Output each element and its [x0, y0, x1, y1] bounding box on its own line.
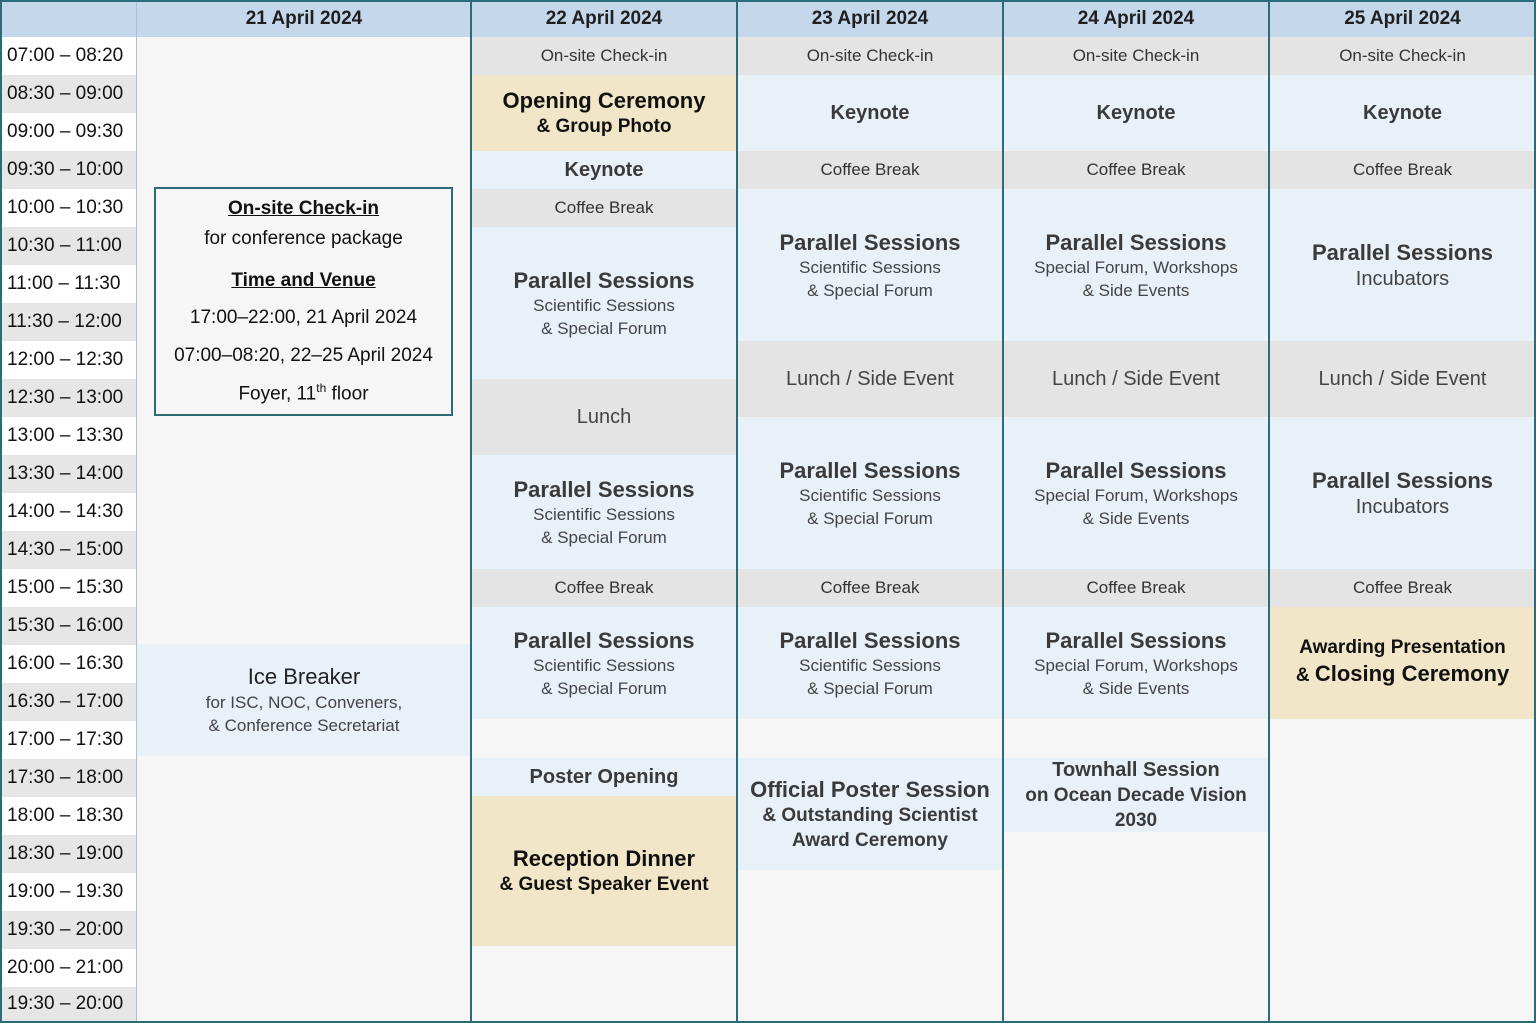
divider: [0, 0, 2, 1023]
parallel-sessions-line1: Incubators: [1355, 495, 1450, 518]
divider: [736, 0, 738, 1023]
parallel-sessions-line1: Scientific Sessions: [533, 504, 675, 524]
day3-coffee-break-2: [737, 569, 1003, 607]
closing-ceremony-line: [1296, 660, 1509, 691]
day2-checkin-label: On-site Check-in: [540, 46, 668, 65]
time-slot: 10:30 – 11:00: [0, 227, 137, 265]
ice-breaker-block: [137, 644, 471, 756]
opening-ceremony-block: [471, 75, 737, 151]
checkin-time-1: 17:00–22:00, 21 April 2024: [189, 307, 418, 328]
poster-session-line1: & Outstanding Scientist: [762, 804, 978, 826]
poster-opening-block: [471, 758, 737, 796]
parallel-sessions-line2: & Special Forum: [541, 318, 667, 338]
coffee-break-label: Coffee Break: [1353, 578, 1452, 597]
venue-floor: floor: [326, 383, 369, 405]
day2-parallel-sessions-2: [471, 455, 737, 569]
time-slot: 13:30 – 14:00: [0, 455, 137, 493]
parallel-sessions-line2: & Side Events: [1082, 280, 1190, 300]
reception-dinner-title: Reception Dinner: [512, 846, 696, 871]
day4-parallel-sessions-2: [1003, 417, 1269, 569]
day4-coffee-break-1: [1003, 151, 1269, 189]
day3-keynote-block: [737, 75, 1003, 151]
day4-keynote-block: [1003, 75, 1269, 151]
day4-keynote-label: Keynote: [1096, 101, 1176, 124]
time-slot: 18:30 – 19:00: [0, 835, 137, 873]
time-slot: 19:00 – 19:30: [0, 873, 137, 911]
lunch-label: Lunch / Side Event: [1318, 368, 1487, 390]
checkin-time-2: 07:00–08:20, 22–25 April 2024: [174, 345, 433, 366]
time-slot: 10:00 – 10:30: [0, 189, 137, 227]
time-slot: 08:30 – 09:00: [0, 75, 137, 113]
time-slot: 17:00 – 17:30: [0, 721, 137, 759]
venue-text: Foyer, 11: [238, 383, 317, 405]
reception-dinner-subtitle: & Guest Speaker Event: [499, 874, 709, 895]
day2-coffee-break-2: [471, 569, 737, 607]
checkin-subtitle: for conference package: [204, 228, 403, 249]
ice-breaker-title: Ice Breaker: [247, 664, 361, 689]
townhall-line2: on Ocean Decade Vision: [1025, 784, 1247, 806]
closing-ampersand: &: [1295, 665, 1315, 686]
day5-parallel-sessions-1: [1269, 189, 1536, 341]
parallel-sessions-title: Parallel Sessions: [779, 457, 961, 483]
divider: [136, 0, 137, 1023]
day4-checkin-label: On-site Check-in: [1072, 46, 1200, 65]
parallel-sessions-line1: Special Forum, Workshops: [1034, 655, 1238, 675]
parallel-sessions-line2: & Special Forum: [807, 508, 933, 528]
coffee-break-label: Coffee Break: [1086, 160, 1186, 179]
time-slot: 14:30 – 15:00: [0, 531, 137, 569]
day4-parallel-sessions-3: [1003, 607, 1269, 719]
checkin-title: On-site Check-in: [228, 198, 379, 219]
day5-keynote-block: [1269, 75, 1536, 151]
day-header-23-april: 23 April 2024: [737, 0, 1003, 37]
day3-checkin-label: On-site Check-in: [806, 46, 934, 65]
divider: [1268, 0, 1270, 1023]
opening-ceremony-title: Opening Ceremony: [502, 88, 706, 113]
day1-column: [137, 37, 471, 1023]
day3-parallel-sessions-1: [737, 189, 1003, 341]
townhall-session-block: [1003, 758, 1269, 832]
day-header-25-april: 25 April 2024: [1269, 0, 1536, 37]
time-slot: 09:00 – 09:30: [0, 113, 137, 151]
poster-session-title: Official Poster Session: [750, 776, 990, 802]
reception-dinner-block: [471, 796, 737, 946]
day5-parallel-sessions-2: [1269, 417, 1536, 569]
day2-keynote-label: Keynote: [564, 158, 644, 181]
parallel-sessions-line1: Scientific Sessions: [799, 485, 941, 505]
header-corner: [0, 0, 137, 37]
townhall-line1: Townhall Session: [1052, 758, 1220, 781]
parallel-sessions-line2: & Side Events: [1082, 678, 1190, 698]
poster-opening-label: Poster Opening: [529, 765, 679, 788]
checkin-venue: [238, 375, 368, 407]
awarding-presentation-label: Awarding Presentation: [1299, 637, 1506, 658]
time-slot: 17:30 – 18:00: [0, 759, 137, 797]
parallel-sessions-title: Parallel Sessions: [779, 627, 961, 653]
venue-superscript: th: [316, 381, 327, 395]
coffee-break-label: Coffee Break: [1086, 578, 1186, 597]
parallel-sessions-line2: & Special Forum: [807, 678, 933, 698]
ice-breaker-line2: & Conference Secretariat: [208, 716, 400, 735]
coffee-break-label: Coffee Break: [554, 578, 654, 597]
day-header-21-april: 21 April 2024: [137, 0, 471, 37]
parallel-sessions-line2: & Special Forum: [541, 678, 667, 698]
parallel-sessions-title: Parallel Sessions: [1312, 239, 1493, 265]
parallel-sessions-line2: & Special Forum: [541, 527, 667, 547]
parallel-sessions-title: Parallel Sessions: [513, 267, 695, 293]
poster-session-line2: Award Ceremony: [792, 829, 948, 851]
divider: [470, 0, 472, 1023]
day2-lunch-block: [471, 379, 737, 455]
time-slot: 12:30 – 13:00: [0, 379, 137, 417]
parallel-sessions-line1: Incubators: [1355, 267, 1450, 290]
parallel-sessions-title: Parallel Sessions: [1312, 467, 1493, 493]
time-slot: 15:30 – 16:00: [0, 607, 137, 645]
time-slot: 16:00 – 16:30: [0, 645, 137, 683]
parallel-sessions-title: Parallel Sessions: [513, 627, 695, 653]
opening-ceremony-subtitle: & Group Photo: [536, 116, 672, 137]
time-slot: 11:30 – 12:00: [0, 303, 137, 341]
day2-keynote-block: [471, 151, 737, 189]
time-venue-heading: Time and Venue: [231, 270, 376, 291]
parallel-sessions-line1: Special Forum, Workshops: [1034, 485, 1238, 505]
townhall-line3: 2030: [1114, 809, 1158, 831]
parallel-sessions-title: Parallel Sessions: [513, 476, 695, 502]
day4-coffee-break-2: [1003, 569, 1269, 607]
day5-coffee-break-1: [1269, 151, 1536, 189]
time-slot: 12:00 – 12:30: [0, 341, 137, 379]
divider: [0, 0, 1536, 2]
parallel-sessions-title: Parallel Sessions: [1045, 627, 1227, 653]
lunch-label: Lunch: [576, 406, 632, 428]
parallel-sessions-line1: Scientific Sessions: [533, 295, 675, 315]
day4-checkin-block: [1003, 37, 1269, 75]
day5-checkin-block: [1269, 37, 1536, 75]
onsite-checkin-info-box: [154, 187, 453, 416]
day3-coffee-break-1: [737, 151, 1003, 189]
day3-lunch-block: [737, 341, 1003, 417]
parallel-sessions-line1: Scientific Sessions: [799, 257, 941, 277]
day4-lunch-block: [1003, 341, 1269, 417]
day5-keynote-label: Keynote: [1363, 101, 1442, 124]
time-slot: 14:00 – 14:30: [0, 493, 137, 531]
coffee-break-label: Coffee Break: [1353, 160, 1452, 179]
time-slot: 07:00 – 08:20: [0, 37, 137, 75]
closing-ceremony-block: [1269, 607, 1536, 719]
time-slot: 15:00 – 15:30: [0, 569, 137, 607]
day-header-22-april: 22 April 2024: [471, 0, 737, 37]
day3-checkin-block: [737, 37, 1003, 75]
parallel-sessions-title: Parallel Sessions: [1045, 457, 1227, 483]
parallel-sessions-line1: Scientific Sessions: [799, 655, 941, 675]
parallel-sessions-title: Parallel Sessions: [779, 229, 961, 255]
day5-coffee-break-2: [1269, 569, 1536, 607]
time-slot: 20:00 – 21:00: [0, 949, 137, 987]
day2-coffee-break-1: [471, 189, 737, 227]
coffee-break-label: Coffee Break: [820, 578, 920, 597]
time-slot: 11:00 – 11:30: [0, 265, 137, 303]
day2-parallel-sessions-1: [471, 227, 737, 379]
time-slot: 09:30 – 10:00: [0, 151, 137, 189]
day2-parallel-sessions-3: [471, 607, 737, 719]
day3-parallel-sessions-3: [737, 607, 1003, 719]
parallel-sessions-line2: & Side Events: [1082, 508, 1190, 528]
day4-parallel-sessions-1: [1003, 189, 1269, 341]
time-slot: 19:30 – 20:00: [0, 987, 137, 1021]
day5-checkin-label: On-site Check-in: [1339, 46, 1466, 65]
official-poster-session-block: [737, 758, 1003, 870]
day3-keynote-label: Keynote: [830, 101, 910, 124]
closing-ceremony-title: Closing Ceremony: [1314, 661, 1510, 686]
time-slot: 16:30 – 17:00: [0, 683, 137, 721]
coffee-break-label: Coffee Break: [820, 160, 920, 179]
lunch-label: Lunch / Side Event: [786, 368, 954, 390]
parallel-sessions-line2: & Special Forum: [807, 280, 933, 300]
lunch-label: Lunch / Side Event: [1052, 368, 1220, 390]
time-slot: 13:00 – 13:30: [0, 417, 137, 455]
day3-parallel-sessions-2: [737, 417, 1003, 569]
time-slot: 18:00 – 18:30: [0, 797, 137, 835]
coffee-break-label: Coffee Break: [554, 198, 654, 217]
ice-breaker-line1: for ISC, NOC, Conveners,: [205, 693, 403, 712]
time-slot: 19:30 – 20:00: [0, 911, 137, 949]
parallel-sessions-line1: Special Forum, Workshops: [1034, 257, 1238, 277]
day5-lunch-block: [1269, 341, 1536, 417]
day2-checkin-block: [471, 37, 737, 75]
day-header-24-april: 24 April 2024: [1003, 0, 1269, 37]
parallel-sessions-title: Parallel Sessions: [1045, 229, 1227, 255]
parallel-sessions-line1: Scientific Sessions: [533, 655, 675, 675]
divider: [1002, 0, 1004, 1023]
